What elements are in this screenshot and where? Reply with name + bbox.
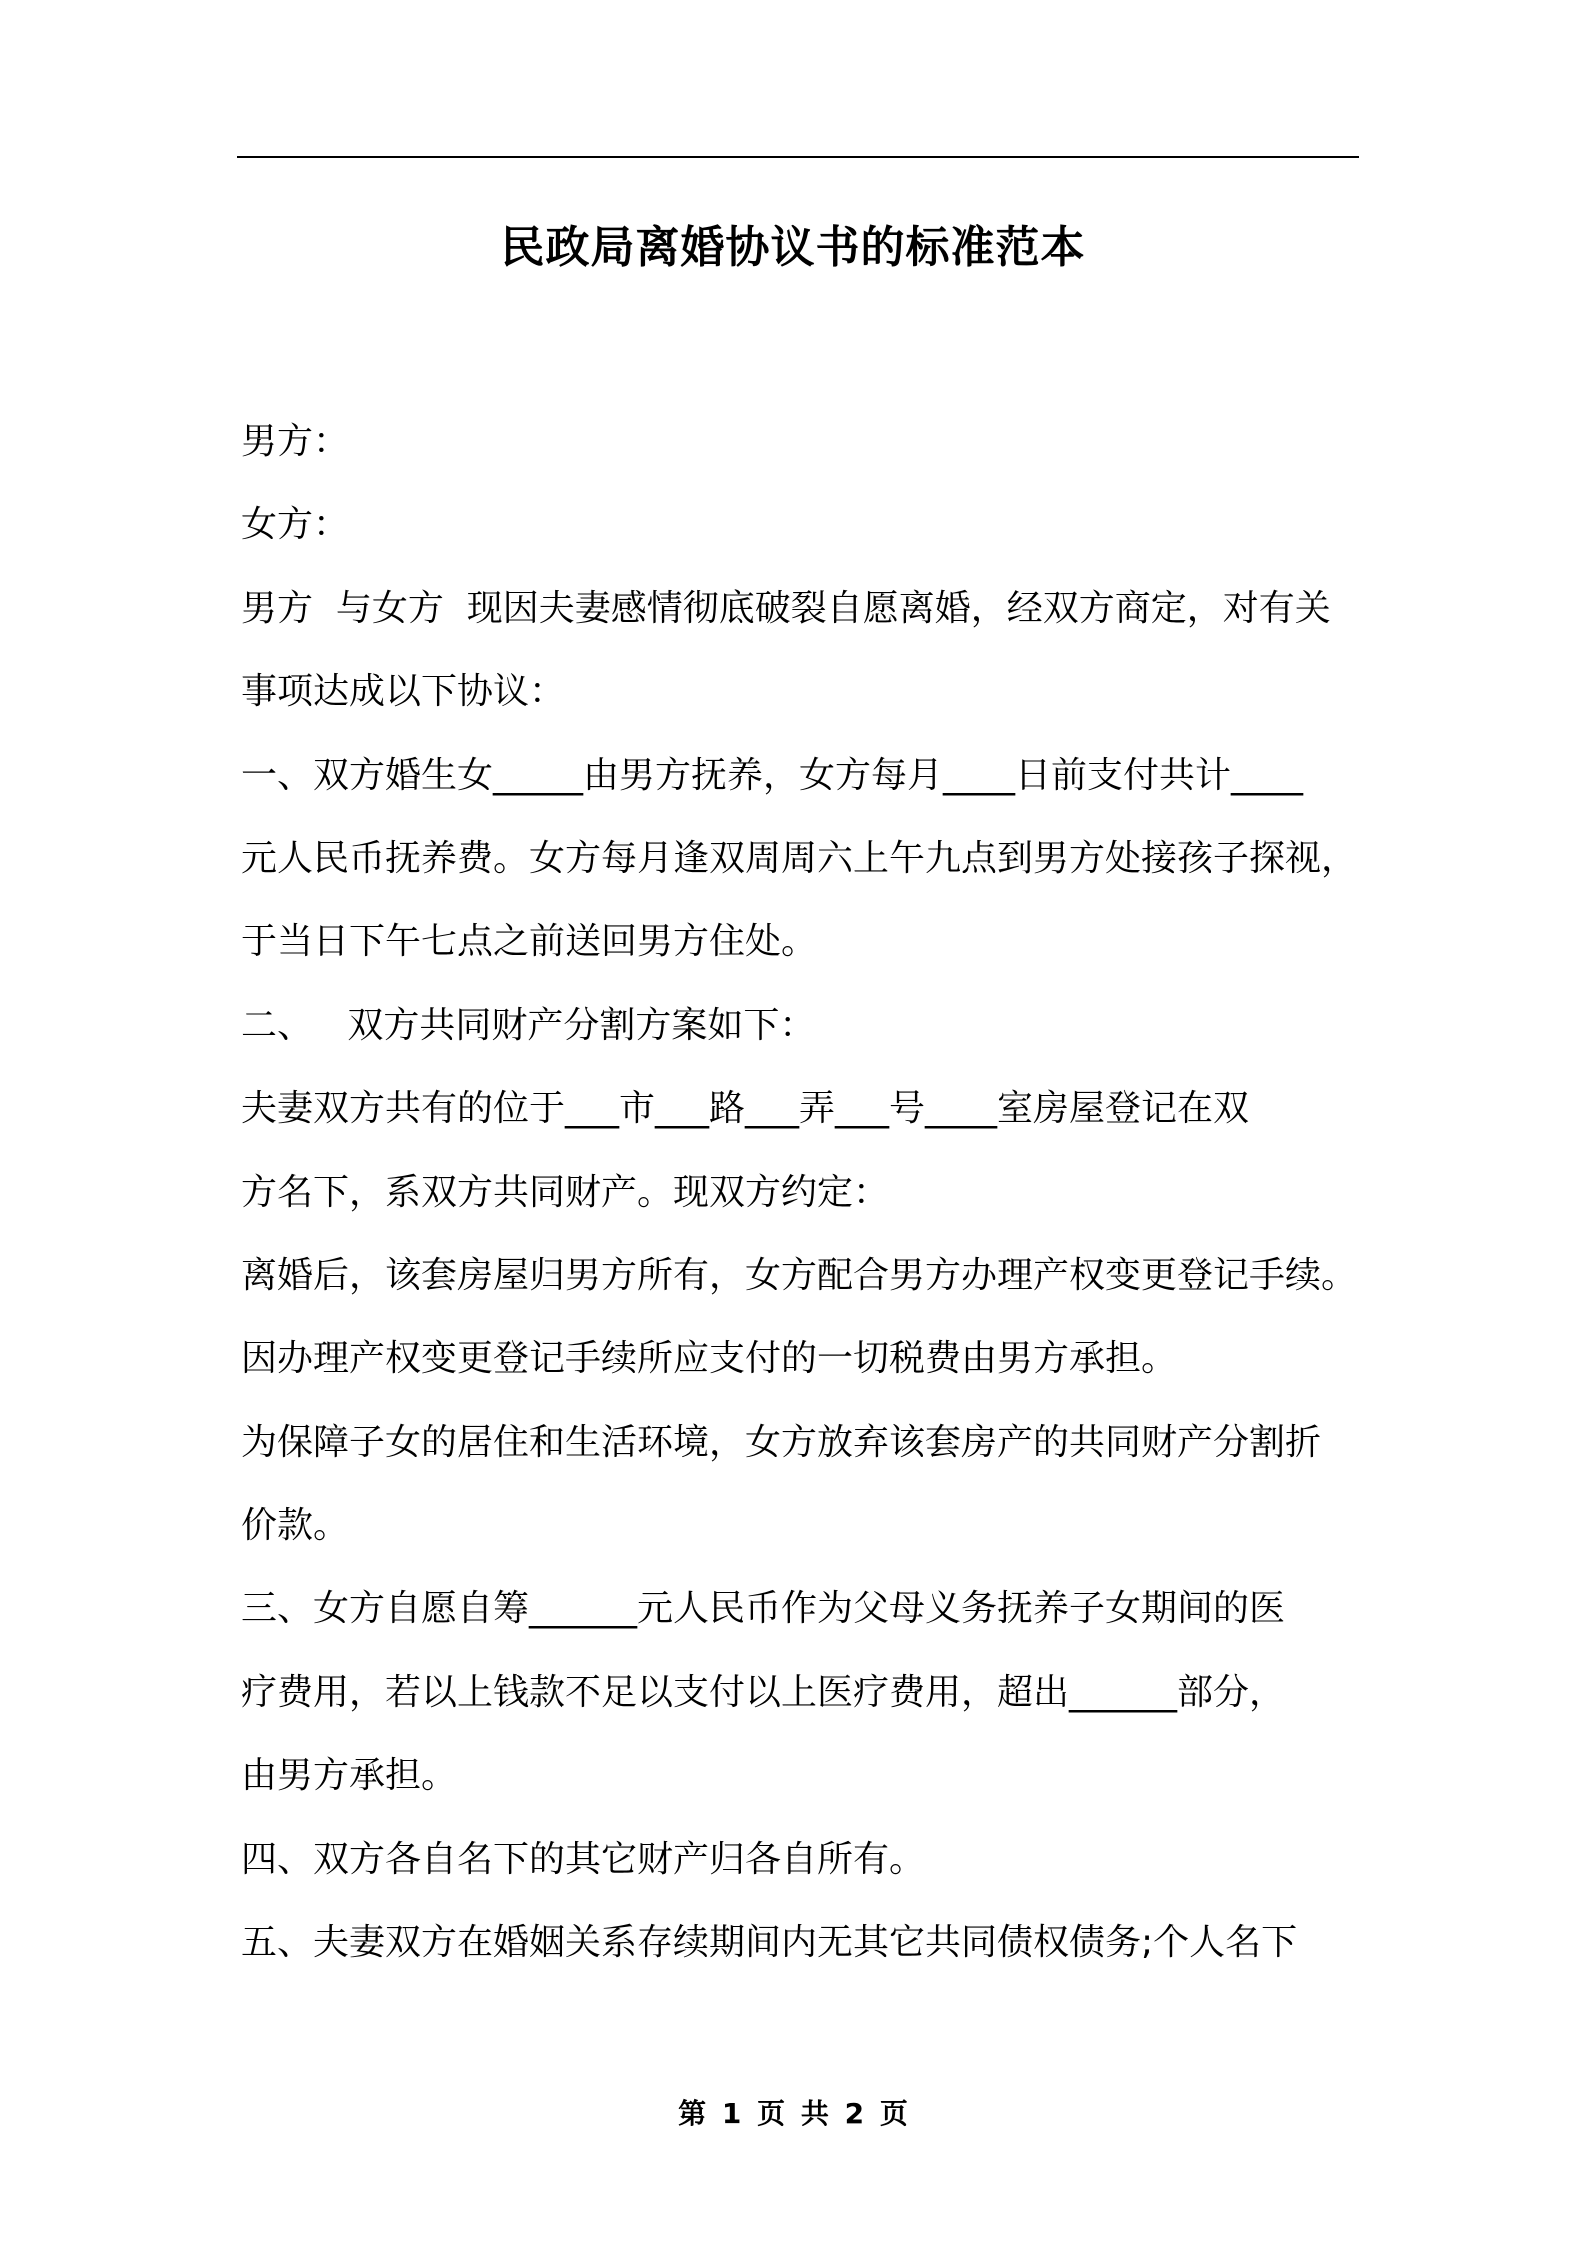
text-line: 为保障子女的居住和生活环境，女方放弃该套房产的共同财产分割折	[241, 1421, 1322, 1463]
text-line: 事项达成以下协议：	[241, 671, 566, 713]
text-line: 价款。	[241, 1505, 350, 1547]
text-line: 元人民币抚养费。女方每月逢双周周六上午九点到男方处接孩子探视，	[241, 837, 1358, 879]
text-line: 方名下，系双方共同财产。现双方约定：	[241, 1171, 890, 1213]
text-line: 四、双方各自名下的其它财产归各自所有。	[241, 1838, 926, 1880]
text-line: 一、双方婚生女_____由男方抚养，女方每月____日前支付共计____	[241, 754, 1304, 796]
text-line: 五、夫妻双方在婚姻关系存续期间内无其它共同债权债务;个人名下	[241, 1922, 1298, 1964]
text-line: 疗费用，若以上钱款不足以支付以上医疗费用，超出______部分，	[241, 1671, 1286, 1713]
header-rule	[237, 156, 1359, 158]
document-title: 民政局离婚协议书的标准范本	[500, 222, 1086, 273]
text-line: 三、女方自愿自筹______元人民币作为父母义务抚养子女期间的医	[241, 1588, 1286, 1630]
text-line: 男方 与女方 现因夫妻感情彻底破裂自愿离婚，经双方商定，对有关	[241, 587, 1331, 629]
text-line: 男方：	[241, 421, 350, 462]
text-line: 于当日下午七点之前送回男方住处。	[241, 921, 818, 963]
text-line: 离婚后，该套房屋归男方所有，女方配合男方办理产权变更登记手续。	[241, 1254, 1358, 1296]
text-line: 二、 双方共同财产分割方案如下：	[241, 1004, 816, 1046]
page-footer: 第 1 页 共 2 页	[678, 2097, 908, 2130]
text-line: 夫妻双方共有的位于___市___路___弄___号____室房屋登记在双	[241, 1088, 1250, 1130]
text-line: 女方：	[241, 504, 350, 546]
text-line: 因办理产权变更登记手续所应支付的一切税费由男方承担。	[241, 1338, 1178, 1380]
text-line: 由男方承担。	[241, 1755, 458, 1797]
document-body	[241, 400, 1363, 1984]
